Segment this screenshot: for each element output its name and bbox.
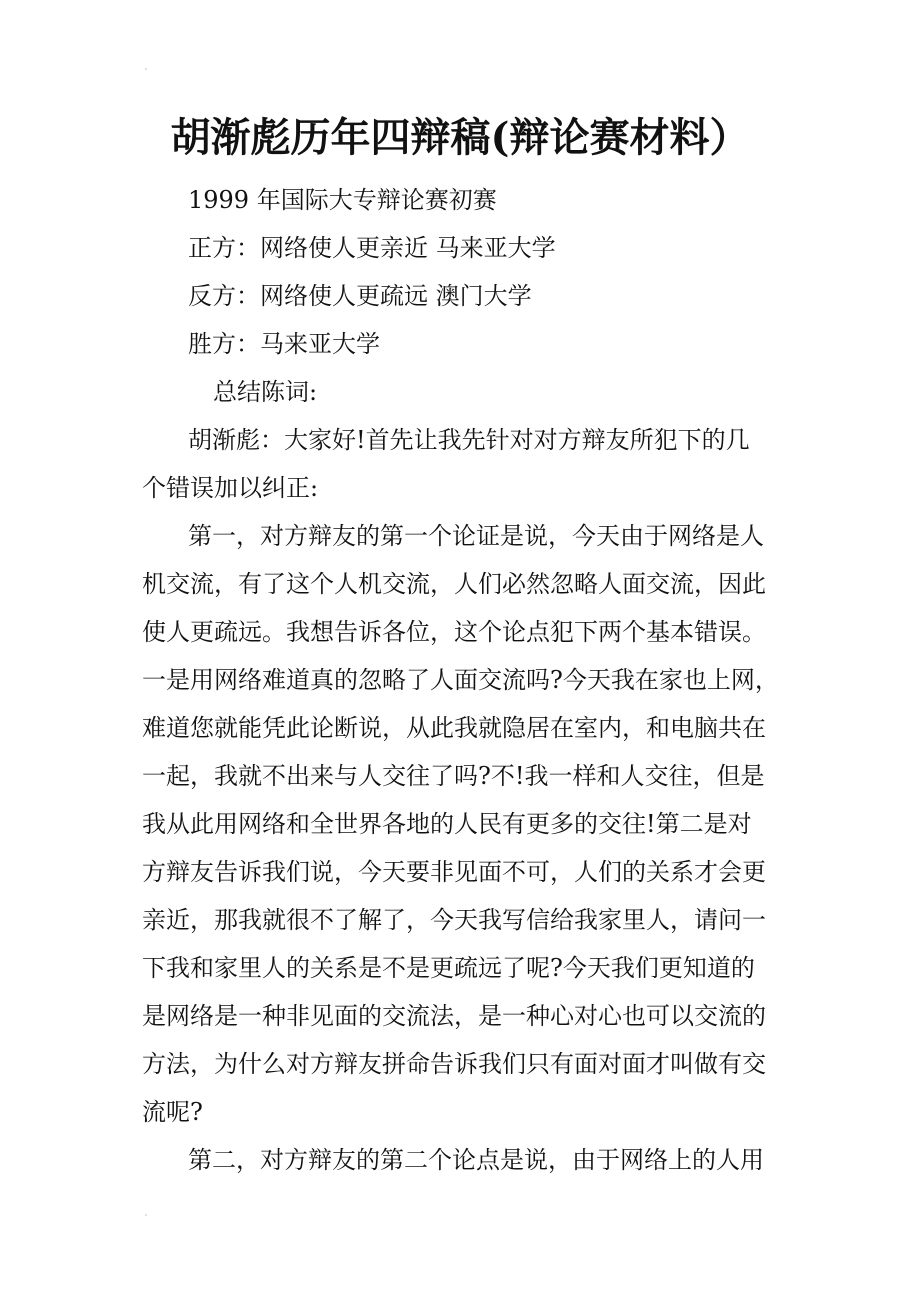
paragraph-line: 我从此用网络和全世界各地的人民有更多的交往!第二是对 bbox=[142, 810, 752, 838]
affirmative-line: 正方：网络使人更亲近 马来亚大学 bbox=[188, 234, 556, 262]
paragraph-line: 是网络是一种非见面的交流法，是一种心对心也可以交流的 bbox=[142, 1002, 766, 1030]
paragraph-line: 流呢? bbox=[142, 1098, 203, 1126]
paragraph-line: 第一，对方辩友的第一个论证是说，今天由于网络是人 bbox=[188, 522, 764, 550]
paragraph-line: 第二，对方辩友的第二个论点是说，由于网络上的人用 bbox=[188, 1146, 764, 1174]
section-label: 总结陈词: bbox=[213, 378, 318, 406]
paragraph-line: 一是用网络难道真的忽略了人面交流吗?今天我在家也上网， bbox=[142, 666, 779, 694]
scan-speck bbox=[145, 1214, 147, 1216]
paragraph-line: 一起，我就不出来与人交往了吗?不!我一样和人交往，但是 bbox=[142, 762, 765, 790]
paragraph-line: 方辩友告诉我们说，今天要非见面不可，人们的关系才会更 bbox=[142, 858, 766, 886]
paragraph-line: 方法，为什么对方辩友拼命告诉我们只有面对面才叫做有交 bbox=[142, 1050, 766, 1078]
paragraph-line: 个错误加以纠正: bbox=[142, 474, 319, 502]
scan-speck bbox=[145, 68, 147, 70]
paragraph-line: 亲近，那我就很不了解了，今天我写信给我家里人，请问一 bbox=[142, 906, 766, 934]
paragraph-line: 机交流，有了这个人机交流，人们必然忽略人面交流，因此 bbox=[142, 570, 766, 598]
negative-line: 反方：网络使人更疏远 澳门大学 bbox=[188, 282, 532, 310]
paragraph-line: 难道您就能凭此论断说，从此我就隐居在室内，和电脑共在 bbox=[142, 714, 766, 742]
paragraph-line: 胡渐彪：大家好!首先让我先针对对方辩友所犯下的几 bbox=[188, 426, 750, 454]
winner-line: 胜方：马来亚大学 bbox=[188, 330, 380, 358]
document-title: 胡渐彪历年四辩稿(辩论赛材料） bbox=[170, 114, 750, 161]
paragraph-line: 下我和家里人的关系是不是更疏远了呢?今天我们更知道的 bbox=[142, 954, 755, 982]
paragraph-line: 使人更疏远。我想告诉各位，这个论点犯下两个基本错误。 bbox=[142, 618, 766, 646]
match-info-line: 1999 年国际大专辩论赛初赛 bbox=[188, 186, 497, 214]
